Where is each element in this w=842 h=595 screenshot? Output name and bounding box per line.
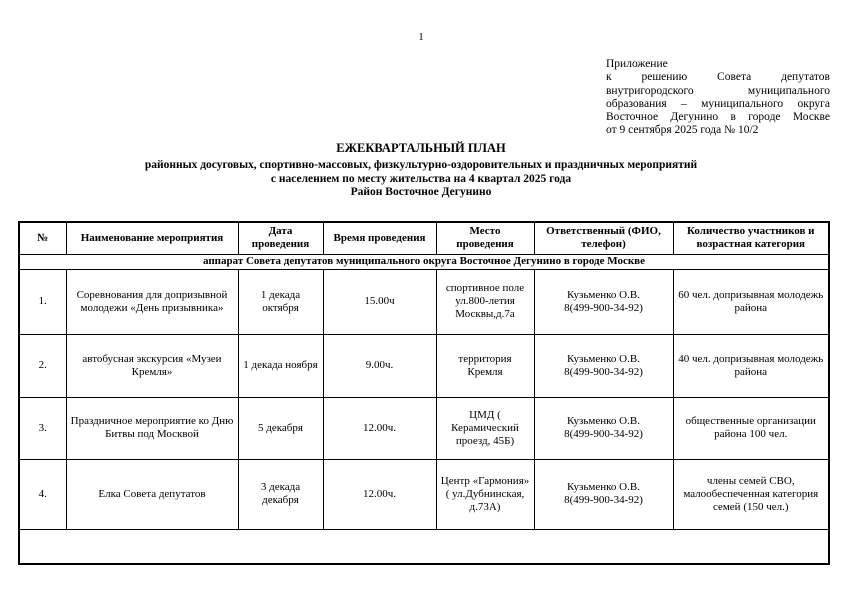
document-subtitle: районных досуговых, спортивно-массовых, физкультурно-оздоровительных и праздничных мероприятий — [144, 158, 698, 171]
annex-line: образования – муниципального округа — [606, 97, 830, 110]
cell-place: спортивное поле ул.800-летия Москвы,д.7а — [436, 269, 534, 334]
annex-line: к решению Совета депутатов — [606, 71, 830, 84]
column-header-participants: Количество участников и возрастная категория — [673, 222, 829, 254]
document-title-block — [0, 141, 842, 200]
column-header-name: Наименование мероприятия — [66, 222, 238, 254]
cell-event-name: Соревнования для допризывной молодежи «День призывника» — [66, 269, 238, 334]
cell-number: 2. — [19, 334, 66, 397]
table-row — [19, 397, 829, 459]
responsible-phone: 8(499-900-34-92) — [564, 301, 643, 314]
cell-number: 1. — [19, 269, 66, 334]
annex-line: внутригородского муниципального — [606, 84, 830, 97]
table-row — [19, 334, 829, 397]
column-header-responsible: Ответственный (ФИО, телефон) — [534, 222, 673, 254]
cell-time: 9.00ч. — [323, 334, 436, 397]
cell-participants: 40 чел. допризывная молодежь района — [673, 334, 829, 397]
responsible-phone: 8(499-900-34-92) — [564, 365, 643, 378]
annex-line: Приложение — [606, 58, 668, 70]
document-title: ЕЖЕКВАРТАЛЬНЫЙ ПЛАН — [336, 140, 506, 155]
cell-number: 4. — [19, 459, 66, 529]
column-header-time: Время проведения — [323, 222, 436, 254]
table-row — [19, 269, 829, 334]
cell-responsible — [534, 459, 673, 529]
responsible-name: Кузьменко О.В. — [567, 415, 640, 428]
cell-time: 12.00ч. — [323, 397, 436, 459]
responsible-name: Кузьменко О.В. — [567, 288, 640, 301]
events-plan-table — [18, 221, 830, 565]
responsible-name: Кузьменко О.В. — [567, 481, 640, 494]
column-header-place: Место проведения — [436, 222, 534, 254]
cell-responsible — [534, 334, 673, 397]
cell-number: 3. — [19, 397, 66, 459]
cell-place: ЦМД ( Керамический проезд, 45Б) — [436, 397, 534, 459]
cell-date: 1 декада ноября — [238, 334, 323, 397]
cell-responsible — [534, 269, 673, 334]
annex-line: Восточное Дегунино в городе Москве — [606, 111, 830, 124]
annex-line: от 9 сентября 2025 года № 10/2 — [606, 124, 759, 137]
cell-event-name: автобусная экскурсия «Музеи Кремля» — [66, 334, 238, 397]
cell-event-name: Праздничное мероприятие ко Дню Битвы под Москвой — [66, 397, 238, 459]
table-row — [19, 459, 829, 529]
cell-date: 3 декада декабря — [238, 459, 323, 529]
cell-participants: члены семей СВО, малообеспеченная категория семей (150 чел.) — [673, 459, 829, 529]
table-header-row — [19, 222, 829, 254]
cell-date: 1 декада октября — [238, 269, 323, 334]
cell-responsible — [534, 397, 673, 459]
empty-cell — [19, 529, 829, 564]
cell-date: 5 декабря — [238, 397, 323, 459]
responsible-phone: 8(499-900-34-92) — [564, 428, 643, 441]
cell-place: территория Кремля — [436, 334, 534, 397]
cell-event-name: Елка Совета депутатов — [66, 459, 238, 529]
document-subtitle: Район Восточное Дегунино — [350, 186, 492, 199]
table-empty-row — [19, 529, 829, 564]
column-header-date: Дата проведения — [238, 222, 323, 254]
cell-time: 12.00ч. — [323, 459, 436, 529]
page-number: 1 — [418, 31, 424, 43]
section-row-label: аппарат Совета депутатов муниципального округа Восточное Дегунино в городе Москве — [19, 254, 829, 269]
table-section-row — [19, 254, 829, 269]
cell-participants: общественные организации района 100 чел. — [673, 397, 829, 459]
responsible-name: Кузьменко О.В. — [567, 352, 640, 365]
cell-participants: 60 чел. допризывная молодежь района — [673, 269, 829, 334]
cell-place: Центр «Гармония» ( ул.Дубнинская, д.73А) — [436, 459, 534, 529]
annex-reference-block — [606, 58, 830, 138]
cell-time: 15.00ч — [323, 269, 436, 334]
responsible-phone: 8(499-900-34-92) — [564, 494, 643, 507]
document-subtitle: с населением по месту жительства на 4 квартал 2025 года — [270, 172, 572, 185]
column-header-number: № — [19, 222, 66, 254]
